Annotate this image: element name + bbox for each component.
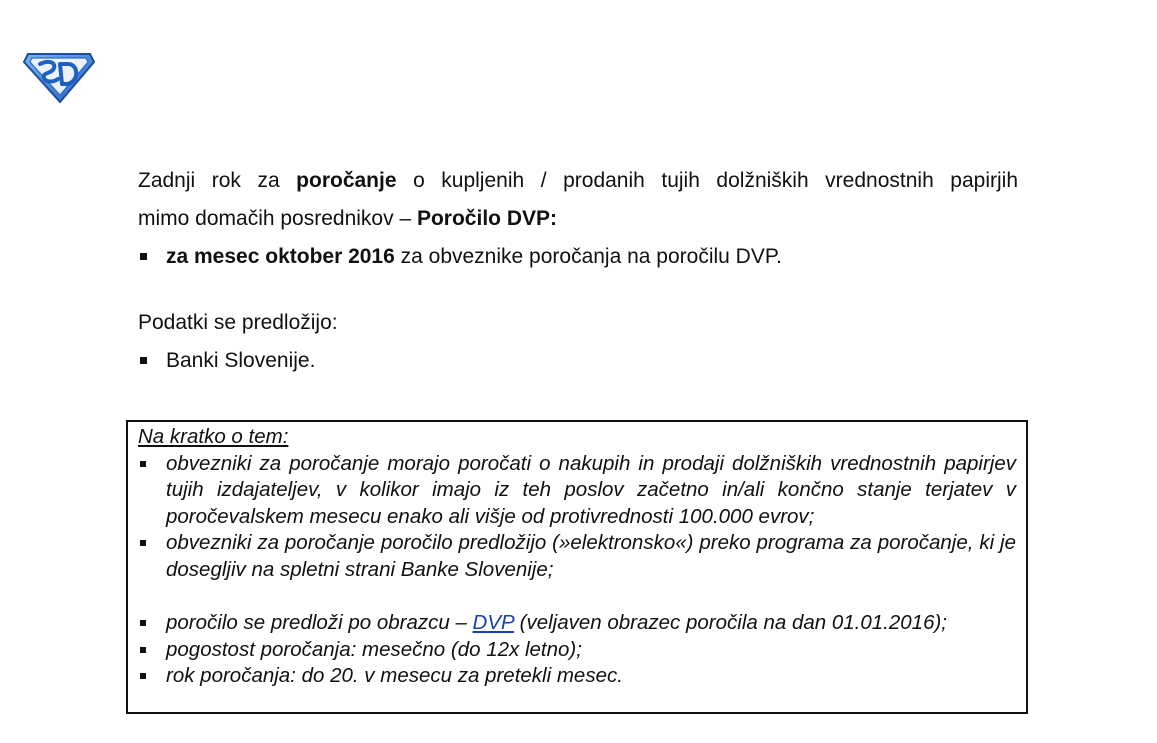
bullet-icon — [140, 253, 147, 260]
summary-item — [138, 530, 1016, 583]
bullet-icon — [140, 620, 146, 626]
summary-item-text: poročilo se predloži po obrazcu – — [166, 611, 473, 634]
summary-item-text: rok poročanja: do 20. v mesecu za pretekli mesec. — [166, 664, 623, 687]
submit-list-item — [138, 342, 1018, 380]
submit-label: Podatki se predložijo: — [138, 311, 338, 334]
bullet-icon — [140, 461, 146, 467]
summary-item-text: obvezniki za poročanje morajo poročati o nakupih in prodaji dolžniških vrednostnih papirjev tujih izdajateljev, v kolikor imajo iz teh poslov začetno in/ali končno stanje terjatev v poročevalskem mesecu enako ali višje od protivrednosti 100.000 evrov; — [166, 451, 1016, 528]
shield-logo-icon — [22, 48, 96, 104]
deadline-list-item — [138, 238, 1018, 276]
intro-paragraph — [138, 162, 1018, 200]
bullet-icon — [140, 540, 146, 546]
intro-text: Zadnji rok za — [138, 169, 297, 192]
intro-line-2-text: mimo domačih posrednikov – — [138, 207, 417, 230]
bullet-icon — [140, 357, 147, 364]
dvp-form-link[interactable]: DVP — [472, 611, 514, 634]
intro-line-2-bold: Poročilo DVP: — [416, 207, 557, 230]
summary-item-text: pogostost poročanja: mesečno (do 12x letno); — [166, 637, 582, 661]
bullet-icon — [140, 647, 146, 653]
summary-item-text-post: (veljaven obrazec poročila na dan 01.01.2016); — [513, 611, 947, 634]
intro-text-rest: o kupljenih / prodanih tujih dolžniških vrednostnih papirjih — [396, 169, 1018, 192]
submit-item-text: Banki Slovenije. — [166, 349, 316, 372]
summary-item — [138, 637, 1016, 664]
intro-bold: poročanje — [296, 169, 397, 192]
summary-item — [138, 663, 1016, 690]
summary-item — [138, 451, 1016, 531]
summary-item — [138, 610, 1016, 637]
bullet-icon — [140, 673, 146, 679]
summary-box — [126, 420, 1028, 714]
deadline-text: za obveznike poročanja na poročilu DVP. — [394, 245, 782, 268]
document-body — [138, 162, 1018, 380]
deadline-bold: za mesec oktober 2016 — [166, 245, 395, 268]
intro-line-1 — [138, 162, 1018, 200]
summary-item-text: obvezniki za poročanje poročilo predložijo (»elektronsko«) preko programa za poročanje, ki je dosegljiv na spletni strani Banke Slovenije; — [166, 531, 1016, 581]
summary-title: Na kratko o tem: — [138, 425, 289, 448]
intro-paragraph-2 — [138, 200, 1018, 238]
